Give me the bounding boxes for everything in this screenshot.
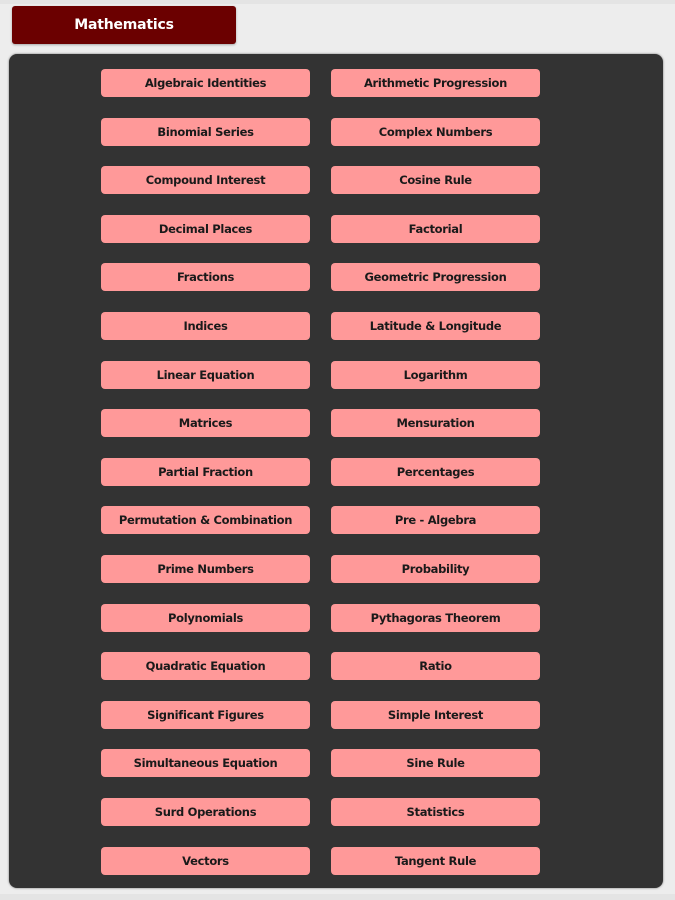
topic-button-fractions[interactable]: Fractions (101, 263, 310, 291)
top-border (0, 0, 675, 4)
topic-button-complex-numbers[interactable]: Complex Numbers (331, 118, 540, 146)
topic-button-pythagoras-theorem[interactable]: Pythagoras Theorem (331, 604, 540, 632)
topic-button-statistics[interactable]: Statistics (331, 798, 540, 826)
topics-panel (9, 54, 663, 888)
topic-button-latitude-longitude[interactable]: Latitude & Longitude (331, 312, 540, 340)
topic-button-binomial-series[interactable]: Binomial Series (101, 118, 310, 146)
topic-button-permutation-combination[interactable]: Permutation & Combination (101, 506, 310, 534)
topic-button-logarithm[interactable]: Logarithm (331, 361, 540, 389)
topic-button-compound-interest[interactable]: Compound Interest (101, 166, 310, 194)
topic-button-geometric-progression[interactable]: Geometric Progression (331, 263, 540, 291)
topic-button-algebraic-identities[interactable]: Algebraic Identities (101, 69, 310, 97)
topic-button-mensuration[interactable]: Mensuration (331, 409, 540, 437)
topic-button-quadratic-equation[interactable]: Quadratic Equation (101, 652, 310, 680)
topic-button-probability[interactable]: Probability (331, 555, 540, 583)
topic-button-factorial[interactable]: Factorial (331, 215, 540, 243)
topic-button-significant-figures[interactable]: Significant Figures (101, 701, 310, 729)
bottom-border (0, 894, 675, 900)
topic-button-arithmetic-progression[interactable]: Arithmetic Progression (331, 69, 540, 97)
topic-button-polynomials[interactable]: Polynomials (101, 604, 310, 632)
topic-button-linear-equation[interactable]: Linear Equation (101, 361, 310, 389)
topic-button-pre-algebra[interactable]: Pre - Algebra (331, 506, 540, 534)
topic-button-tangent-rule[interactable]: Tangent Rule (331, 847, 540, 875)
topic-button-matrices[interactable]: Matrices (101, 409, 310, 437)
topic-button-percentages[interactable]: Percentages (331, 458, 540, 486)
topic-button-partial-fraction[interactable]: Partial Fraction (101, 458, 310, 486)
topic-button-prime-numbers[interactable]: Prime Numbers (101, 555, 310, 583)
topic-button-simultaneous-equation[interactable]: Simultaneous Equation (101, 749, 310, 777)
topic-button-ratio[interactable]: Ratio (331, 652, 540, 680)
topic-button-indices[interactable]: Indices (101, 312, 310, 340)
topic-button-surd-operations[interactable]: Surd Operations (101, 798, 310, 826)
topic-button-simple-interest[interactable]: Simple Interest (331, 701, 540, 729)
topics-grid (101, 69, 541, 875)
topic-button-sine-rule[interactable]: Sine Rule (331, 749, 540, 777)
mathematics-header-tab[interactable]: Mathematics (12, 6, 236, 44)
topic-button-vectors[interactable]: Vectors (101, 847, 310, 875)
topic-button-decimal-places[interactable]: Decimal Places (101, 215, 310, 243)
topic-button-cosine-rule[interactable]: Cosine Rule (331, 166, 540, 194)
